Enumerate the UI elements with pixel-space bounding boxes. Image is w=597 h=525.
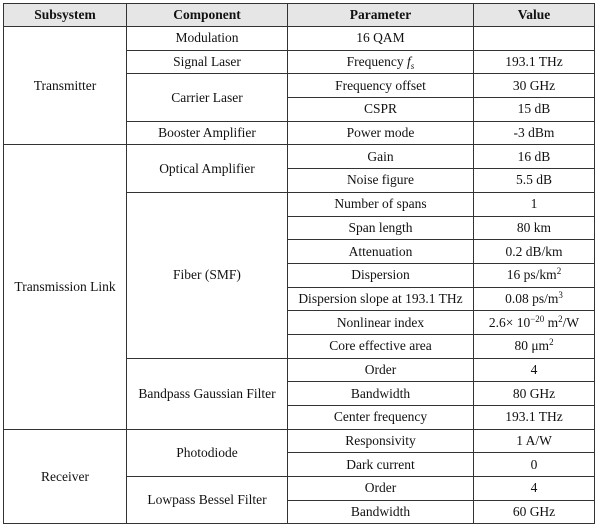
value-cell: 0 bbox=[474, 453, 595, 477]
parameter-cell: Number of spans bbox=[288, 192, 474, 216]
table-row bbox=[4, 27, 595, 51]
parameters-table bbox=[3, 3, 595, 524]
value-cell: 4 bbox=[474, 477, 595, 501]
value-text: 80 μm bbox=[514, 338, 550, 354]
parameter-cell: Order bbox=[288, 358, 474, 382]
header-value: Value bbox=[474, 4, 595, 27]
value-cell: 4 bbox=[474, 358, 595, 382]
parameter-cell: Responsivity bbox=[288, 429, 474, 453]
parameter-cell: Dispersion slope at 193.1 THz bbox=[288, 287, 474, 311]
parameter-cell: Dark current bbox=[288, 453, 474, 477]
value-cell: 1 bbox=[474, 192, 595, 216]
parameter-cell: Bandwidth bbox=[288, 500, 474, 524]
value-text: 0.08 ps/m bbox=[505, 290, 559, 306]
parameter-cell: 16 QAM bbox=[288, 27, 474, 51]
value-cell bbox=[474, 263, 595, 287]
value-text: 16 ps/km bbox=[506, 267, 557, 283]
value-cell: 5.5 dB bbox=[474, 169, 595, 193]
table-container bbox=[3, 3, 595, 524]
header-subsystem: Subsystem bbox=[4, 4, 127, 27]
component-optical-amplifier: Optical Amplifier bbox=[127, 145, 288, 192]
parameter-cell: Bandwidth bbox=[288, 382, 474, 406]
parameter-cell: CSPR bbox=[288, 98, 474, 122]
frequency-symbol: f bbox=[407, 54, 411, 70]
value-cell: 60 GHz bbox=[474, 500, 595, 524]
parameter-cell: Gain bbox=[288, 145, 474, 169]
value-cell bbox=[474, 27, 595, 51]
parameter-cell: Dispersion bbox=[288, 263, 474, 287]
value-cell: 193.1 THz bbox=[474, 406, 595, 430]
value-cell: 0.2 dB/km bbox=[474, 240, 595, 264]
table-row bbox=[4, 429, 595, 453]
value-cell bbox=[474, 287, 595, 311]
header-row bbox=[4, 4, 595, 27]
value-unit-superscript: 2 bbox=[558, 313, 563, 324]
component-carrier-laser: Carrier Laser bbox=[127, 74, 288, 121]
value-cell bbox=[474, 334, 595, 358]
table-row bbox=[4, 145, 595, 169]
subsystem-receiver: Receiver bbox=[4, 429, 127, 524]
value-cell bbox=[474, 311, 595, 335]
parameter-cell bbox=[288, 50, 474, 74]
value-cell: 80 km bbox=[474, 216, 595, 240]
frequency-subscript: s bbox=[410, 61, 415, 72]
value-exponent: −20 bbox=[530, 313, 545, 324]
value-cell: 193.1 THz bbox=[474, 50, 595, 74]
subsystem-transmitter: Transmitter bbox=[4, 27, 127, 145]
value-unit-tail: /W bbox=[562, 314, 580, 330]
parameter-cell: Noise figure bbox=[288, 169, 474, 193]
component-fiber-smf: Fiber (SMF) bbox=[127, 192, 288, 358]
parameter-cell: Frequency offset bbox=[288, 74, 474, 98]
component-modulation: Modulation bbox=[127, 27, 288, 51]
value-superscript: 3 bbox=[558, 289, 563, 300]
component-booster-amplifier: Booster Amplifier bbox=[127, 121, 288, 145]
value-cell: 16 dB bbox=[474, 145, 595, 169]
value-superscript: 2 bbox=[556, 266, 562, 277]
subsystem-transmission-link: Transmission Link bbox=[4, 145, 127, 429]
value-text: 2.6× 10 bbox=[488, 314, 531, 330]
parameter-cell: Center frequency bbox=[288, 406, 474, 430]
component-lowpass-bessel-filter: Lowpass Bessel Filter bbox=[127, 477, 288, 524]
component-bandpass-gaussian-filter: Bandpass Gaussian Filter bbox=[127, 358, 288, 429]
header-component: Component bbox=[127, 4, 288, 27]
component-photodiode: Photodiode bbox=[127, 429, 288, 476]
value-cell: 80 GHz bbox=[474, 382, 595, 406]
parameter-cell: Order bbox=[288, 477, 474, 501]
parameter-cell: Span length bbox=[288, 216, 474, 240]
header-parameter: Parameter bbox=[288, 4, 474, 27]
parameter-text: Frequency bbox=[346, 54, 408, 70]
value-superscript: 2 bbox=[549, 337, 554, 348]
parameter-cell: Power mode bbox=[288, 121, 474, 145]
value-cell: 15 dB bbox=[474, 98, 595, 122]
parameter-cell: Attenuation bbox=[288, 240, 474, 264]
value-cell: 30 GHz bbox=[474, 74, 595, 98]
value-cell: 1 A/W bbox=[474, 429, 595, 453]
parameter-cell: Core effective area bbox=[288, 334, 474, 358]
value-cell: -3 dBm bbox=[474, 121, 595, 145]
parameter-cell: Nonlinear index bbox=[288, 311, 474, 335]
value-unit: m bbox=[544, 314, 559, 330]
component-signal-laser: Signal Laser bbox=[127, 50, 288, 74]
